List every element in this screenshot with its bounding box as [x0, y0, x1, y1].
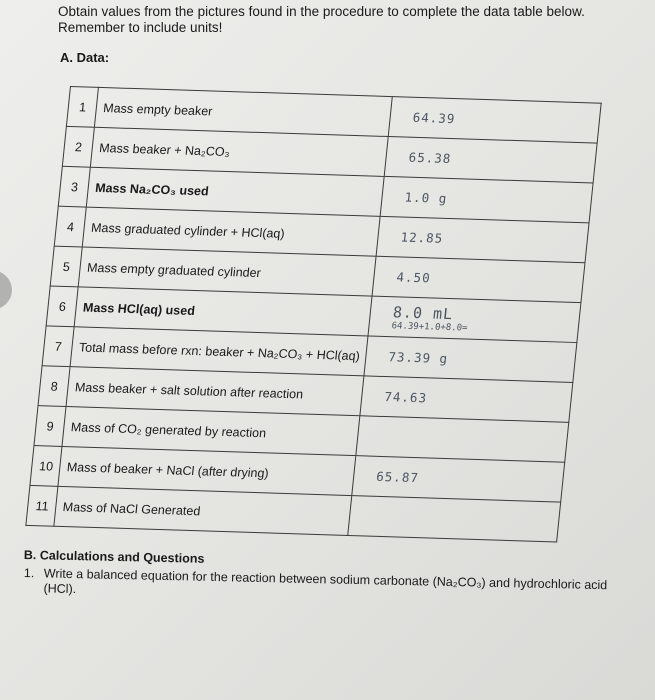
row-number: 8: [38, 366, 71, 407]
row-number: 5: [50, 246, 83, 287]
instructions-text: Obtain values from the pictures found in the procedure to complete the data table below. Remember to include units!: [58, 4, 585, 35]
question-1: [23, 566, 623, 609]
row-number: 1: [66, 87, 99, 128]
photo-edge-shadow: [0, 270, 12, 310]
row-label: Mass beaker + Na₂CO₃: [91, 127, 388, 176]
row-label: Mass HCl(aq) used: [75, 287, 372, 336]
row-value: 12.85: [376, 216, 589, 262]
data-table: [25, 86, 601, 543]
row-label: Mass empty graduated cylinder: [79, 247, 376, 296]
row-number: 4: [54, 206, 87, 247]
section-a-heading: A. Data:: [60, 50, 110, 65]
question-number: 1.: [23, 566, 35, 581]
row-number: 11: [26, 485, 59, 526]
row-value: 65.87: [352, 456, 565, 502]
handwritten-note: 64.39+1.0+8.0=: [391, 320, 468, 334]
handwritten-value: 8.0 mL: [392, 302, 455, 323]
row-value: 74.63: [360, 376, 573, 422]
row-value: [356, 416, 569, 462]
row-label: Mass beaker + salt solution after reaction: [67, 367, 364, 416]
section-b-heading: B. Calculations and Questions: [23, 548, 205, 566]
row-value: [348, 496, 561, 542]
row-number: 3: [58, 166, 91, 207]
row-value: 65.38: [384, 137, 597, 183]
row-label: Mass Na₂CO₃ used: [87, 167, 384, 216]
row-number: 9: [34, 406, 67, 447]
row-value: 1.0 g: [380, 176, 593, 222]
row-number: 2: [62, 126, 95, 167]
row-label: Total mass before rxn: beaker + Na₂CO₃ + HCl(aq): [71, 327, 368, 376]
row-value: 73.39 g: [364, 336, 577, 382]
row-label: Mass of beaker + NaCl (after drying): [58, 446, 355, 495]
question-text: Write a balanced equation for the reaction between sodium carbonate (Na₂CO₃) and hydrochloric acid (HCl).: [43, 566, 608, 597]
row-label: Mass empty beaker: [95, 87, 392, 136]
row-value: [368, 296, 581, 342]
row-number: 10: [30, 446, 63, 487]
row-number: 7: [42, 326, 75, 367]
row-value: 4.50: [372, 256, 585, 302]
row-label: Mass graduated cylinder + HCl(aq): [83, 207, 380, 256]
row-number: 6: [46, 286, 79, 327]
row-label: Mass of NaCl Generated: [54, 486, 351, 535]
row-value: 64.39: [388, 97, 601, 143]
row-label: Mass of CO₂ generated by reaction: [62, 407, 359, 456]
